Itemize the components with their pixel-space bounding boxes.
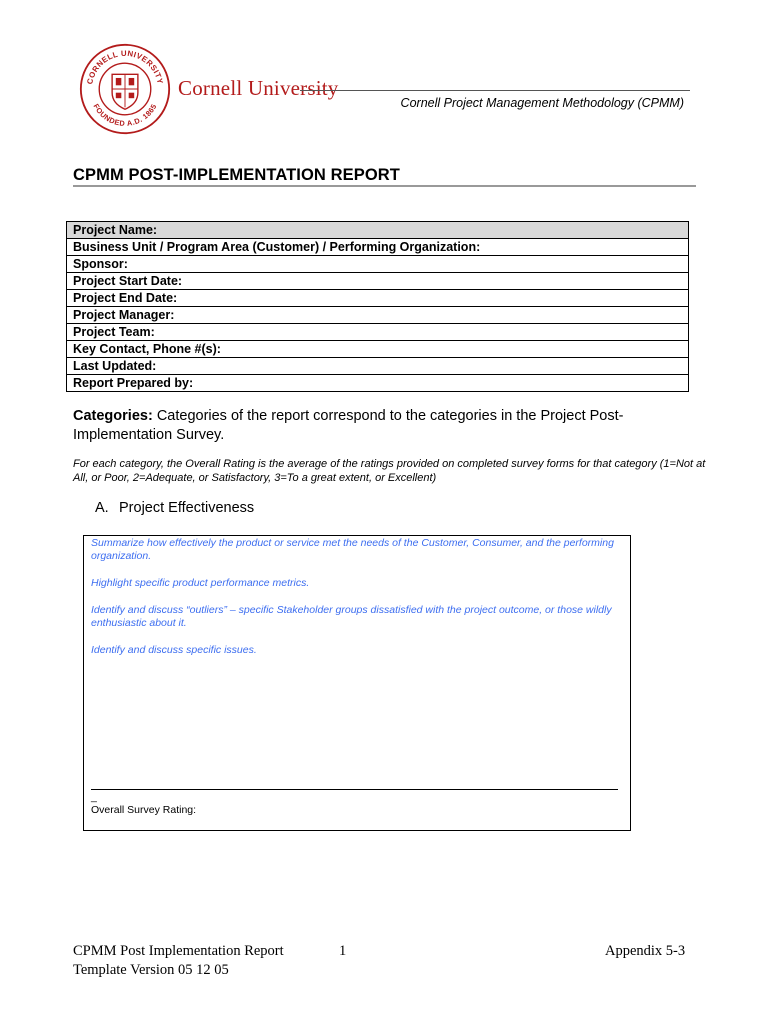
table-row xyxy=(67,273,689,290)
methodology-subtitle: Cornell Project Management Methodology (CPMM) xyxy=(400,96,684,110)
university-name: Cornell University xyxy=(178,76,339,100)
project-effectiveness-box[interactable] xyxy=(83,535,631,831)
guidance-text: Identify and discuss “outliers” – specific Stakeholder groups dissatisfied with the project outcome, or those wildly enthusiastic about it. xyxy=(91,604,612,629)
page-number: 1 xyxy=(339,943,347,959)
table-row xyxy=(67,239,689,256)
table-row xyxy=(67,290,689,307)
start-date-field[interactable]: Project Start Date: xyxy=(67,273,689,290)
footer-doc-name: CPMM Post Implementation Report xyxy=(73,943,284,959)
rating-note: For each category, the Overall Rating is the average of the ratings provided on completed survey forms for that category (1=Not at All, or Poor, 2=Adequate, or Satisfactory, 3=To a great extent, or Excellent) xyxy=(73,458,706,484)
sponsor-field[interactable]: Sponsor: xyxy=(67,256,689,273)
page-title: CPMM POST-IMPLEMENTATION REPORT xyxy=(73,166,400,184)
table-row xyxy=(67,307,689,324)
project-team-field[interactable]: Project Team: xyxy=(67,324,689,341)
key-contact-field[interactable]: Key Contact, Phone #(s): xyxy=(67,341,689,358)
section-heading xyxy=(95,500,254,516)
table-row xyxy=(67,222,689,239)
prepared-by-field[interactable]: Report Prepared by: xyxy=(67,375,689,392)
project-manager-field[interactable]: Project Manager: xyxy=(67,307,689,324)
end-date-field[interactable]: Project End Date: xyxy=(67,290,689,307)
table-row xyxy=(67,375,689,392)
title-rule xyxy=(73,185,696,187)
business-unit-field[interactable]: Business Unit / Program Area (Customer) / Performing Organization: xyxy=(67,239,689,256)
project-name-field[interactable]: Project Name: xyxy=(67,222,689,239)
table-row xyxy=(67,324,689,341)
project-info-table xyxy=(66,221,689,392)
footer-appendix: Appendix 5-3 xyxy=(605,943,686,959)
header-rule xyxy=(300,90,690,91)
cornell-seal-logo xyxy=(79,43,171,135)
rating-signature-line xyxy=(91,789,618,790)
table-row xyxy=(67,358,689,375)
section-letter: A. xyxy=(95,500,109,516)
guidance-text: Highlight specific product performance metrics. xyxy=(91,577,310,589)
table-row xyxy=(67,256,689,273)
svg-text:FOUNDED A.D. 1865: FOUNDED A.D. 1865 xyxy=(91,102,159,128)
footer-version: Template Version 05 12 05 xyxy=(73,962,229,978)
categories-text: Categories of the report correspond to the categories in the Project Post-Implementation Survey. xyxy=(73,408,624,443)
rating-dash: _ xyxy=(91,791,97,803)
categories-label: Categories: xyxy=(73,408,153,424)
overall-survey-rating-label: Overall Survey Rating: xyxy=(91,804,197,816)
categories-paragraph xyxy=(73,407,683,445)
last-updated-field[interactable]: Last Updated: xyxy=(67,358,689,375)
svg-text:CORNELL UNIVERSITY: CORNELL UNIVERSITY xyxy=(85,48,165,86)
guidance-text: Identify and discuss specific issues. xyxy=(91,644,257,656)
section-title: Project Effectiveness xyxy=(119,500,255,516)
table-row xyxy=(67,341,689,358)
guidance-text: Summarize how effectively the product or service met the needs of the Customer, Consumer, and the performing organization. xyxy=(91,537,614,562)
